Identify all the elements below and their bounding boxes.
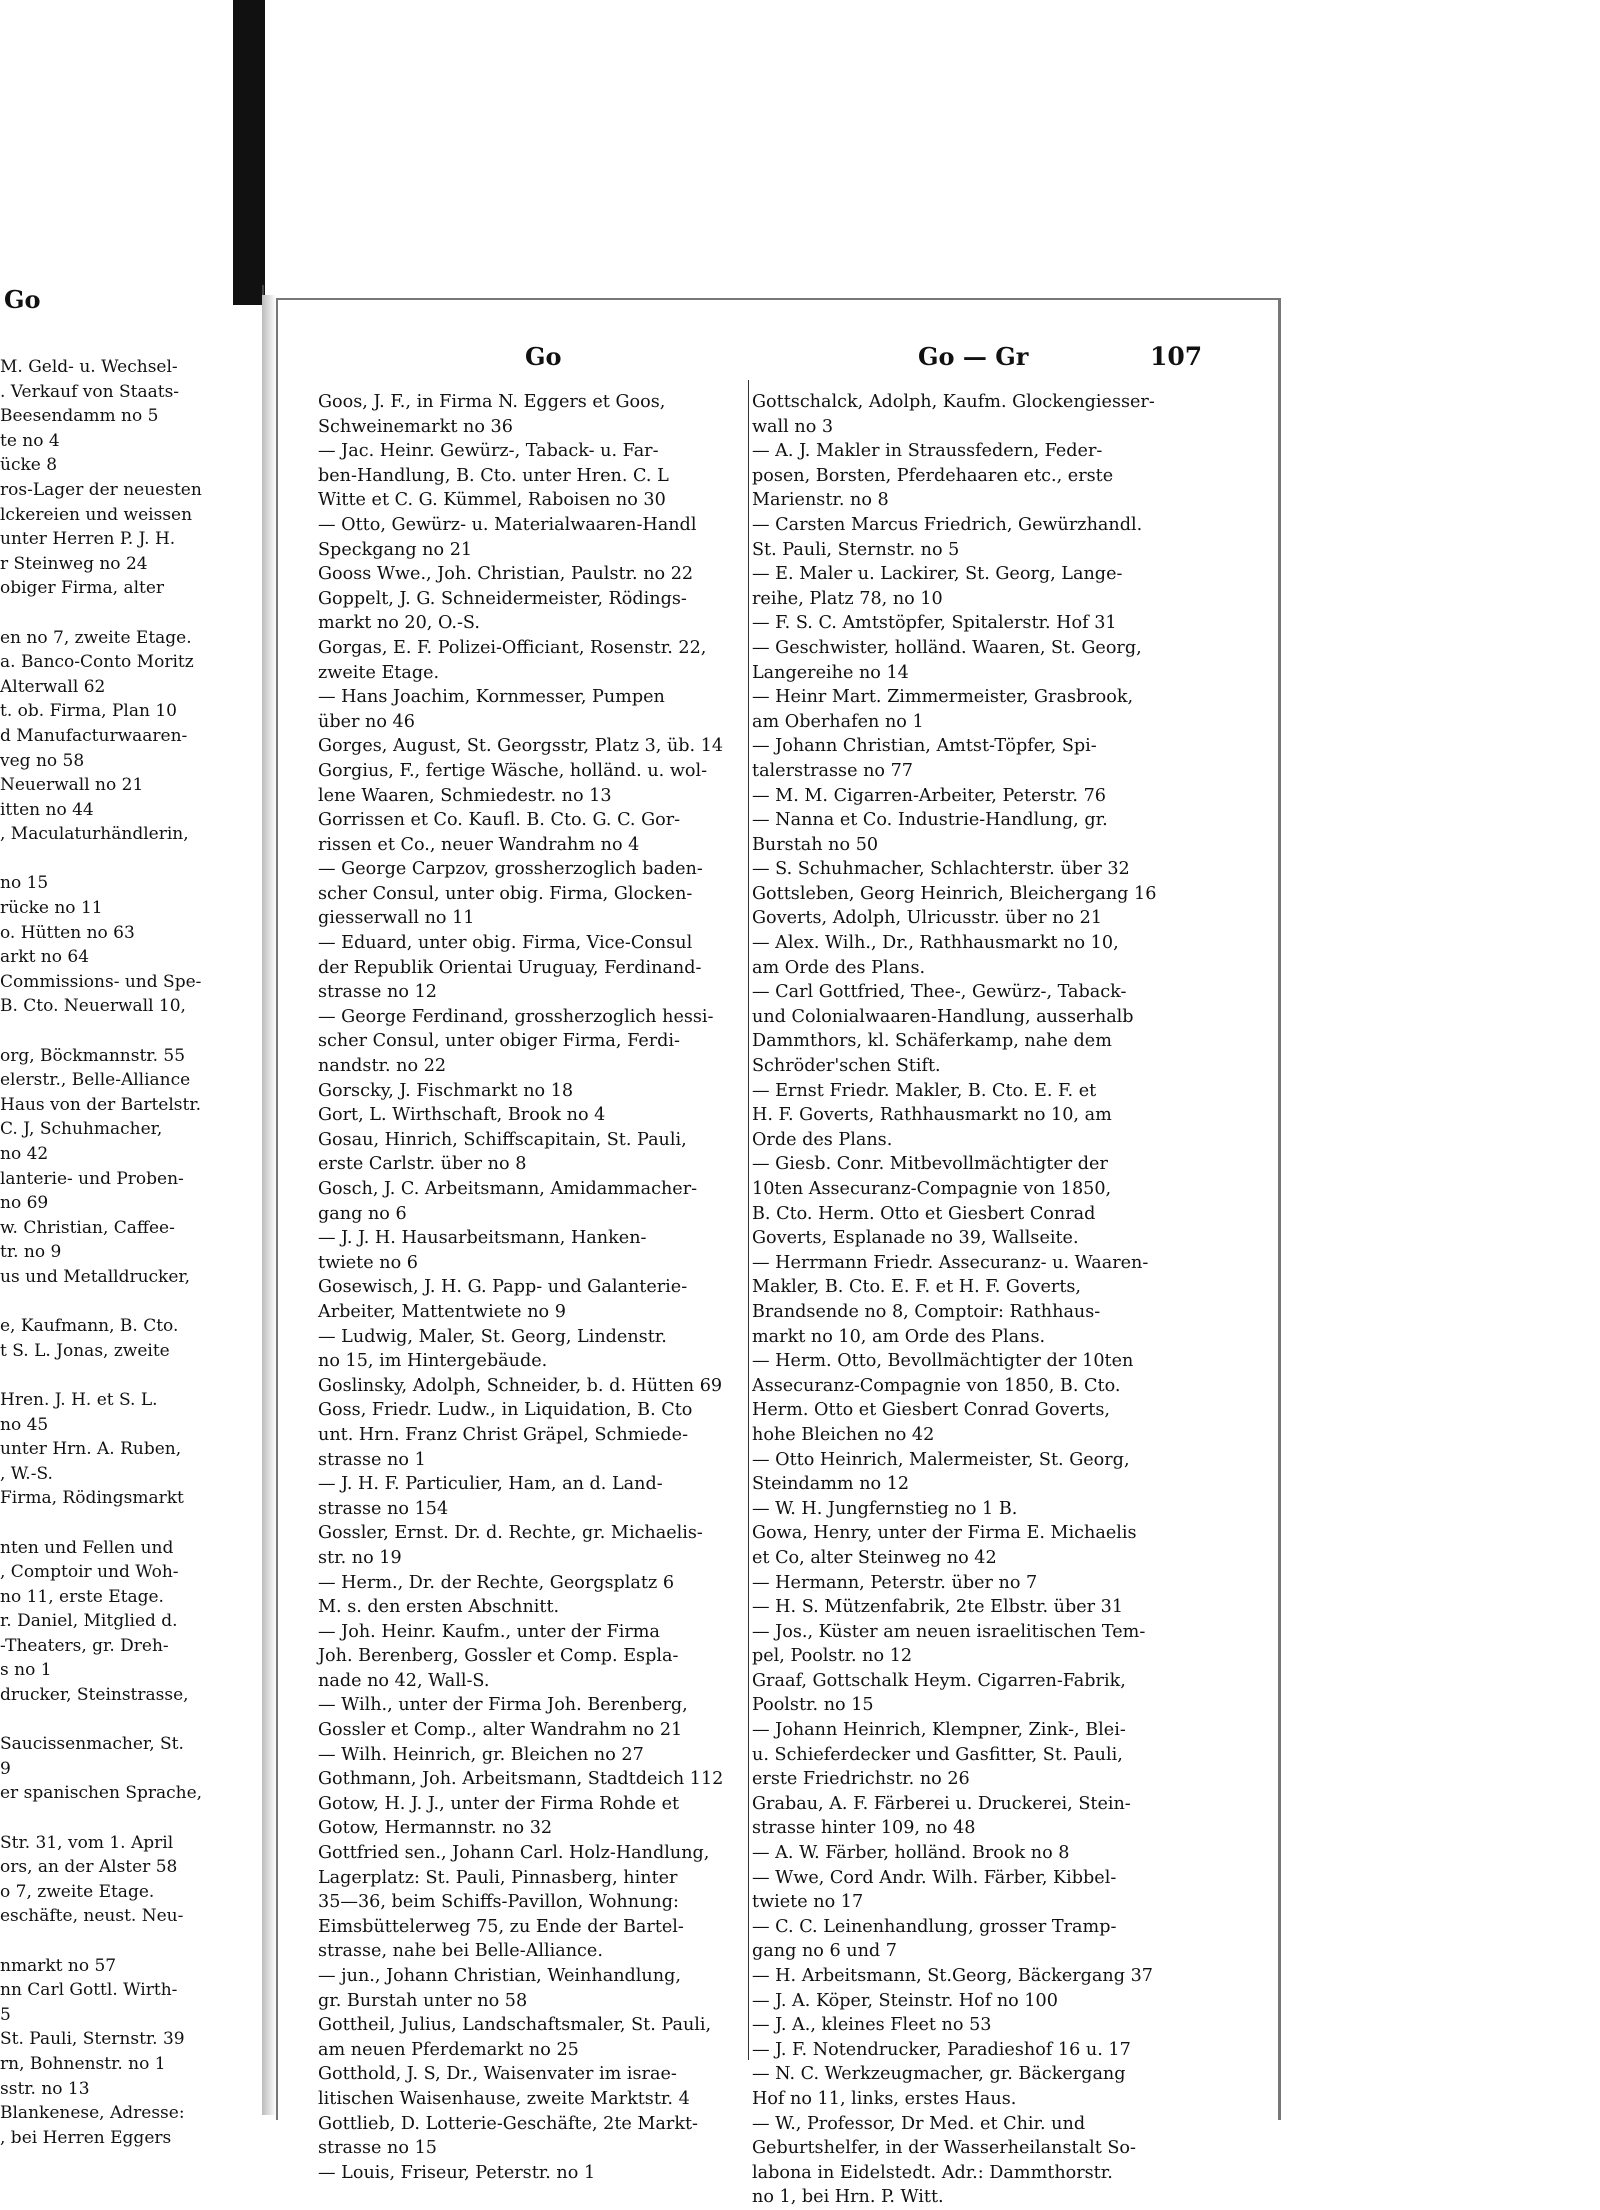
left-page-line: sstr. no 13	[0, 2078, 90, 2099]
directory-entry-line: — Wilh., unter der Firma Joh. Berenberg,	[318, 1695, 688, 1716]
directory-entry-line: 10ten Assecuranz-Compagnie von 1850,	[752, 1179, 1112, 1199]
left-page-column	[0, 355, 258, 2150]
left-page-line	[0, 601, 258, 626]
directory-entry-line: Gossler, Ernst. Dr. d. Rechte, gr. Michaelis-	[318, 1523, 703, 1544]
left-page-line: no 69	[0, 1193, 49, 1214]
directory-entry-line: Goslinsky, Adolph, Schneider, b. d. Hütten 69	[318, 1375, 723, 1396]
left-page-line: Alterwall 62	[0, 676, 106, 697]
directory-entry-line: strasse, nahe bei Belle-Alliance.	[318, 1941, 603, 1962]
left-page-line: , Maculaturhändlerin,	[0, 824, 189, 845]
directory-entry-line: Steindamm no 12	[752, 1474, 910, 1495]
left-page-line: 5	[0, 2004, 11, 2025]
directory-entry-line: Poolstr. no 15	[752, 1695, 874, 1716]
directory-entry-line: Schweinemarkt no 36	[318, 416, 513, 437]
directory-entry-line: gr. Burstah unter no 58	[318, 1990, 528, 2011]
left-page-header: Go	[4, 285, 41, 314]
directory-entry-line: Marienstr. no 8	[752, 490, 889, 511]
directory-entry-line: Graaf, Gottschalk Heym. Cigarren-Fabrik,	[752, 1670, 1126, 1691]
directory-entry-line: posen, Borsten, Pferdehaaren etc., erste	[752, 465, 1114, 486]
left-page-line	[0, 1019, 258, 1044]
left-page-line	[0, 1290, 258, 1315]
left-page-line: nten und Fellen und	[0, 1537, 174, 1558]
directory-entry-line: strasse no 1	[318, 1449, 426, 1470]
directory-entry-line: — Carsten Marcus Friedrich, Gewürzhandl.	[752, 514, 1143, 535]
left-page-line	[0, 1806, 258, 1831]
left-page-line: e, Kaufmann, B. Cto.	[0, 1316, 179, 1337]
directory-entry-line: — Johann Heinrich, Klempner, Zink-, Blei-	[752, 1720, 1126, 1741]
directory-entry-line: — Hermann, Peterstr. über no 7	[752, 1572, 1038, 1593]
directory-entry-line: u. Schieferdecker und Gasfitter, St. Pauli,	[752, 1744, 1123, 1765]
directory-entry-line: scher Consul, unter obig. Firma, Glocken-	[318, 883, 693, 904]
left-page-line: itten no 44	[0, 799, 94, 820]
directory-entry-line: — Giesb. Conr. Mitbevollmächtigter der	[752, 1154, 1108, 1175]
left-page-line: Saucissenmacher, St.	[0, 1734, 184, 1755]
directory-entry-line: — M. M. Cigarren-Arbeiter, Peterstr. 76	[752, 785, 1106, 806]
directory-entry-line: — Eduard, unter obig. Firma, Vice-Consul	[318, 933, 693, 954]
directory-entry-line: Joh. Berenberg, Gossler et Comp. Espla-	[318, 1646, 679, 1667]
directory-entry-line: — Otto, Gewürz- u. Materialwaaren-Handl	[318, 514, 697, 535]
directory-entry-line: str. no 19	[318, 1547, 402, 1568]
directory-entry-line: Gotow, H. J. J., unter der Firma Rohde et	[318, 1793, 680, 1814]
directory-entry-line: — J. A. Köper, Steinstr. Hof no 100	[752, 1990, 1058, 2011]
directory-entry-line: — W. H. Jungfernstieg no 1 B.	[752, 1498, 1018, 1519]
directory-entry-line: Speckgang no 21	[318, 539, 473, 560]
directory-entry-line: — George Carpzov, grossherzoglich baden-	[318, 859, 703, 880]
directory-entry-line: lene Waaren, Schmiedestr. no 13	[318, 785, 612, 806]
entries-column-1	[318, 390, 754, 2185]
directory-entry-line: markt no 10, am Orde des Plans.	[752, 1326, 1046, 1347]
left-page-line: nn Carl Gottl. Wirth-	[0, 1980, 178, 2001]
directory-entry-line: — A. W. Färber, holländ. Brook no 8	[752, 1843, 1070, 1864]
directory-entry-line: nade no 42, Wall-S.	[318, 1670, 490, 1691]
left-page-line: unter Herren P. J. H.	[0, 529, 176, 550]
left-page-line	[0, 847, 258, 872]
right-page-header-left: Go	[525, 342, 562, 371]
directory-entry-line: am Orde des Plans.	[752, 957, 926, 978]
left-page-line: arkt no 64	[0, 947, 90, 968]
directory-entry-line: Gorscky, J. Fischmarkt no 18	[318, 1080, 574, 1101]
directory-entry-line: Arbeiter, Mattentwiete no 9	[318, 1301, 566, 1322]
left-page-line: Neuerwall no 21	[0, 775, 144, 796]
left-page-line	[0, 1708, 258, 1733]
directory-entry-line: nandstr. no 22	[318, 1056, 447, 1077]
directory-entry-line: Gottfried sen., Johann Carl. Holz-Handlung,	[318, 1843, 710, 1864]
directory-entry-line: Lagerplatz: St. Pauli, Pinnasberg, hinter	[318, 1867, 678, 1888]
left-page-line: no 11, erste Etage.	[0, 1586, 164, 1607]
directory-entry-line: Herm. Otto et Giesbert Conrad Goverts,	[752, 1400, 1110, 1421]
directory-entry-line: über no 46	[318, 711, 415, 732]
directory-entry-line: — N. C. Werkzeugmacher, gr. Bäckergang	[752, 2064, 1126, 2085]
directory-entry-line: — Carl Gottfried, Thee-, Gewürz-, Taback-	[752, 982, 1127, 1003]
directory-entry-line: erste Friedrichstr. no 26	[752, 1769, 970, 1790]
directory-entry-line: — J. F. Notendrucker, Paradieshof 16 u. 17	[752, 2039, 1131, 2060]
directory-entry-line: — Johann Christian, Amtst-Töpfer, Spi-	[752, 736, 1097, 757]
left-page-line: ücke 8	[0, 455, 58, 476]
directory-entry-line: Gosch, J. C. Arbeitsmann, Amidammacher-	[318, 1179, 698, 1199]
directory-entry-line: — H. S. Mützenfabrik, 2te Elbstr. über 31	[752, 1597, 1124, 1618]
directory-entry-line: Goverts, Adolph, Ulricusstr. über no 21	[752, 908, 1103, 929]
left-page-line: no 45	[0, 1414, 49, 1435]
directory-entry-line: St. Pauli, Sternstr. no 5	[752, 539, 960, 560]
directory-entry-line: Eimsbüttelerweg 75, zu Ende der Bartel-	[318, 1916, 684, 1937]
directory-entry-line: Goverts, Esplanade no 39, Wallseite.	[752, 1228, 1079, 1249]
directory-entry-line: — F. S. C. Amtstöpfer, Spitalerstr. Hof 31	[752, 613, 1117, 634]
directory-entry-line: gang no 6	[318, 1203, 407, 1224]
directory-entry-line: Makler, B. Cto. E. F. et H. F. Goverts,	[752, 1277, 1082, 1298]
directory-entry-line: twiete no 17	[752, 1892, 864, 1913]
right-page-header-center: Go — Gr	[918, 342, 1029, 371]
directory-entry-line: Gosewisch, J. H. G. Papp- und Galanterie-	[318, 1277, 688, 1298]
directory-entry-line: Gorges, August, St. Georgsstr, Platz 3, üb. 14	[318, 736, 724, 757]
directory-entry-line: zweite Etage.	[318, 662, 440, 683]
directory-entry-line: gang no 6 und 7	[752, 1941, 897, 1962]
left-page-line: , bei Herren Eggers	[0, 2127, 172, 2148]
directory-entry-line: Burstah no 50	[752, 834, 879, 855]
directory-entry-line: — Jac. Heinr. Gewürz-, Taback- u. Far-	[318, 441, 659, 462]
directory-entry-line: — George Ferdinand, grossherzoglich hessi-	[318, 1006, 714, 1027]
directory-entry-line: — Herm., Dr. der Rechte, Georgsplatz 6	[318, 1572, 675, 1593]
directory-entry-line: Gort, L. Wirthschaft, Brook no 4	[318, 1105, 606, 1126]
directory-entry-line: Geburtshelfer, in der Wasserheilanstalt So-	[752, 2138, 1136, 2159]
directory-entry-line: strasse hinter 109, no 48	[752, 1818, 976, 1839]
directory-entry-line: — Herm. Otto, Bevollmächtigter der 10ten	[752, 1351, 1134, 1372]
directory-entry-line: B. Cto. Herm. Otto et Giesbert Conrad	[752, 1203, 1096, 1224]
left-page-line: 9	[0, 1758, 11, 1779]
directory-entry-line: reihe, Platz 78, no 10	[752, 588, 943, 609]
directory-entry-line: Brandsende no 8, Comptoir: Rathhaus-	[752, 1301, 1101, 1322]
directory-entry-line: — J. A., kleines Fleet no 53	[752, 2015, 992, 2036]
left-page-line: lanterie- und Proben-	[0, 1168, 184, 1189]
left-page-line: B. Cto. Neuerwall 10,	[0, 996, 186, 1017]
directory-entry-line: — Ernst Friedr. Makler, B. Cto. E. F. et	[752, 1080, 1097, 1101]
left-page-line: t. ob. Firma, Plan 10	[0, 701, 177, 722]
directory-entry-line: rissen et Co., neuer Wandrahm no 4	[318, 834, 640, 855]
directory-entry-line: Gottsleben, Georg Heinrich, Bleichergang 16	[752, 883, 1157, 904]
directory-entry-line: labona in Eidelstedt. Adr.: Dammthorstr.	[752, 2162, 1113, 2183]
directory-entry-line: pel, Poolstr. no 12	[752, 1646, 913, 1667]
entries-column-2	[752, 390, 1192, 2210]
left-page-line: ors, an der Alster 58	[0, 1857, 178, 1878]
directory-entry-line: und Colonialwaaren-Handlung, ausserhalb	[752, 1006, 1134, 1027]
left-page-line: , Comptoir und Woh-	[0, 1562, 179, 1583]
directory-entry-line: am neuen Pferdemarkt no 25	[318, 2039, 579, 2060]
left-page-line: tr. no 9	[0, 1242, 62, 1263]
directory-entry-line: unt. Hrn. Franz Christ Gräpel, Schmiede-	[318, 1424, 689, 1445]
left-page-line: r Steinweg no 24	[0, 553, 148, 574]
left-page-line: no 42	[0, 1144, 49, 1164]
directory-entry-line: H. F. Goverts, Rathhausmarkt no 10, am	[752, 1105, 1112, 1126]
left-page-line: ros-Lager der neuesten	[0, 479, 202, 500]
directory-entry-line: Gossler et Comp., alter Wandrahm no 21	[318, 1720, 683, 1741]
left-page-line: veg no 58	[0, 750, 85, 771]
directory-entry-line: — Ludwig, Maler, St. Georg, Lindenstr.	[318, 1326, 667, 1347]
directory-entry-line: strasse no 15	[318, 2138, 437, 2159]
directory-entry-line: — Hans Joachim, Kornmesser, Pumpen	[318, 687, 665, 708]
left-page-line: er spanischen Sprache,	[0, 1783, 203, 1804]
left-page	[0, 285, 264, 2148]
book-spine-shadow	[233, 0, 265, 305]
left-page-line: unter Hrn. A. Ruben,	[0, 1439, 182, 1460]
left-page-line: en no 7, zweite Etage.	[0, 627, 192, 648]
left-page-line	[0, 1929, 258, 1954]
left-page-line: lckereien und weissen	[0, 504, 193, 525]
directory-entry-line: Schröder'schen Stift.	[752, 1056, 941, 1077]
left-page-line: te no 4	[0, 430, 60, 451]
directory-entry-line: erste Carlstr. über no 8	[318, 1154, 527, 1175]
left-page-line: , W.-S.	[0, 1463, 53, 1484]
left-page-line	[0, 1511, 258, 1536]
directory-entry-line: Goos, J. F., in Firma N. Eggers et Goos,	[318, 392, 666, 412]
directory-entry-line: — Otto Heinrich, Malermeister, St. Georg,	[752, 1449, 1130, 1470]
directory-entry-line: Gowa, Henry, unter der Firma E. Michaelis	[752, 1523, 1137, 1544]
directory-entry-line: M. s. den ersten Abschnitt.	[318, 1597, 560, 1618]
directory-entry-line: Goppelt, J. G. Schneidermeister, Rödings-	[318, 588, 687, 609]
left-page-line: -Theaters, gr. Dreh-	[0, 1635, 169, 1656]
left-page-line: r. Daniel, Mitglied d.	[0, 1611, 178, 1632]
directory-entry-line: — C. C. Leinenhandlung, grosser Tramp-	[752, 1916, 1117, 1937]
left-page-line: d Manufacturwaaren-	[0, 725, 188, 746]
directory-entry-line: Gottlieb, D. Lotterie-Geschäfte, 2te Markt-	[318, 2113, 698, 2134]
left-page-line: w. Christian, Caffee-	[0, 1217, 175, 1238]
directory-entry-line: Goss, Friedr. Ludw., in Liquidation, B. Cto	[318, 1400, 693, 1421]
directory-entry-line: Gorgius, F., fertige Wäsche, holländ. u. wol-	[318, 760, 708, 781]
directory-entry-line: Assecuranz-Compagnie von 1850, B. Cto.	[752, 1375, 1121, 1396]
directory-entry-line: litischen Waisenhause, zweite Marktstr. 4	[318, 2088, 690, 2109]
directory-entry-line: ben-Handlung, B. Cto. unter Hren. C. L	[318, 465, 669, 486]
left-page-line: Hren. J. H. et S. L.	[0, 1389, 158, 1410]
directory-entry-line: — Alex. Wilh., Dr., Rathhausmarkt no 10,	[752, 933, 1119, 954]
directory-entry-line: Gorgas, E. F. Polizei-Officiant, Rosenstr. 22,	[318, 637, 707, 658]
left-page-line: . Verkauf von Staats-	[0, 381, 180, 402]
left-page-line: s no 1	[0, 1660, 52, 1681]
left-page-line: us und Metalldrucker,	[0, 1266, 191, 1287]
directory-entry-line: — Jos., Küster am neuen israelitischen Tem-	[752, 1621, 1146, 1642]
directory-entry-line: markt no 20, O.-S.	[318, 613, 480, 634]
directory-entry-line: strasse no 154	[318, 1498, 449, 1519]
left-page-line: St. Pauli, Sternstr. 39	[0, 2029, 185, 2050]
directory-entry-line: hohe Bleichen no 42	[752, 1424, 935, 1445]
left-page-line: elerstr., Belle-Alliance	[0, 1070, 191, 1091]
left-page-line: o 7, zweite Etage.	[0, 1881, 155, 1902]
directory-entry-line: Gottheil, Julius, Landschaftsmaler, St. Pauli,	[318, 2015, 712, 2036]
directory-entry-line: — A. J. Makler in Straussfedern, Feder-	[752, 441, 1103, 462]
directory-entry-line: — Wilh. Heinrich, gr. Bleichen no 27	[318, 1744, 644, 1765]
directory-entry-line: — J. H. F. Particulier, Ham, an d. Land-	[318, 1474, 663, 1495]
page-number: 107	[1150, 342, 1203, 371]
directory-entry-line: Gottschalck, Adolph, Kaufm. Glockengiesser-	[752, 392, 1155, 412]
left-page-line: eschäfte, neust. Neu-	[0, 1906, 184, 1927]
directory-entry-line: am Oberhafen no 1	[752, 711, 924, 732]
left-page-line: no 15	[0, 873, 49, 894]
directory-entry-line: — Louis, Friseur, Peterstr. no 1	[318, 2162, 596, 2183]
left-page-line: Commissions- und Spe-	[0, 971, 202, 992]
directory-entry-line: Gotow, Hermannstr. no 32	[318, 1818, 553, 1839]
directory-entry-line: et Co, alter Steinweg no 42	[752, 1547, 997, 1568]
directory-entry-line: Langereihe no 14	[752, 662, 909, 683]
directory-entry-line: — J. J. H. Hausarbeitsmann, Hanken-	[318, 1228, 647, 1249]
directory-entry-line: — E. Maler u. Lackirer, St. Georg, Lange-	[752, 564, 1123, 585]
directory-entry-line: giesserwall no 11	[318, 908, 475, 929]
directory-entry-line: — Herrmann Friedr. Assecuranz- u. Waaren-	[752, 1252, 1149, 1273]
directory-entry-line: no 1, bei Hrn. P. Witt.	[752, 2187, 944, 2208]
directory-entry-line: — H. Arbeitsmann, St.Georg, Bäckergang 37	[752, 1966, 1153, 1986]
directory-entry-line: Witte et C. G. Kümmel, Raboisen no 30	[318, 490, 666, 511]
left-page-line: t S. L. Jonas, zweite	[0, 1340, 170, 1361]
left-page-line: Str. 31, vom 1. April	[0, 1832, 174, 1853]
left-page-line	[0, 1363, 258, 1388]
directory-entry-line: — Geschwister, holländ. Waaren, St. Georg,	[752, 637, 1142, 658]
directory-entry-line: Gotthold, J. S, Dr., Waisenvater im israe-	[318, 2064, 677, 2085]
directory-entry-line: twiete no 6	[318, 1252, 418, 1273]
directory-entry-line: wall no 3	[752, 416, 834, 437]
page-fold	[262, 295, 276, 2115]
directory-entry-line: — Wwe, Cord Andr. Wilh. Färber, Kibbel-	[752, 1867, 1117, 1888]
left-page-line: rn, Bohnenstr. no 1	[0, 2053, 166, 2074]
directory-entry-line: — S. Schuhmacher, Schlachterstr. über 32	[752, 859, 1130, 880]
left-page-line: rücke no 11	[0, 898, 103, 919]
directory-entry-line: Gooss Wwe., Joh. Christian, Paulstr. no 22	[318, 564, 694, 585]
directory-entry-line: scher Consul, unter obiger Firma, Ferdi-	[318, 1031, 680, 1052]
left-page-line: obiger Firma, alter	[0, 578, 165, 599]
directory-entry-line: Dammthors, kl. Schäferkamp, nahe dem	[752, 1031, 1112, 1052]
directory-entry-line: no 15, im Hintergebäude.	[318, 1351, 548, 1372]
left-page-line: a. Banco-Conto Moritz	[0, 652, 194, 673]
directory-entry-line: — Joh. Heinr. Kaufm., unter der Firma	[318, 1621, 660, 1642]
left-page-line: drucker, Steinstrasse,	[0, 1685, 189, 1706]
directory-entry-line: Gothmann, Joh. Arbeitsmann, Stadtdeich 112	[318, 1769, 724, 1790]
directory-entry-line: Gosau, Hinrich, Schiffscapitain, St. Pauli,	[318, 1129, 687, 1150]
directory-entry-line: — W., Professor, Dr Med. et Chir. und	[752, 2113, 1086, 2134]
directory-entry-line: Hof no 11, links, erstes Haus.	[752, 2088, 1017, 2109]
left-page-line: C. J, Schuhmacher,	[0, 1119, 163, 1140]
left-page-line: M. Geld- u. Wechsel-	[0, 357, 178, 377]
directory-entry-line: 35—36, beim Schiffs-Pavillon, Wohnung:	[318, 1892, 679, 1913]
directory-entry-line: Grabau, A. F. Färberei u. Druckerei, Stein-	[752, 1793, 1131, 1814]
left-page-line: Firma, Rödingsmarkt	[0, 1488, 184, 1509]
directory-entry-line: Gorrissen et Co. Kaufl. B. Cto. G. C. Gor-	[318, 810, 681, 831]
directory-entry-line: Orde des Plans.	[752, 1129, 893, 1150]
left-page-line: Haus von der Bartelstr.	[0, 1094, 202, 1115]
directory-entry-line: — Heinr Mart. Zimmermeister, Grasbrook,	[752, 687, 1134, 708]
left-page-line: Blankenese, Adresse:	[0, 2103, 185, 2124]
directory-entry-line: talerstrasse no 77	[752, 760, 913, 781]
directory-entry-line: — Nanna et Co. Industrie-Handlung, gr.	[752, 810, 1108, 831]
left-page-line: org, Böckmannstr. 55	[0, 1045, 186, 1066]
directory-entry-line: — jun., Johann Christian, Weinhandlung,	[318, 1966, 681, 1986]
left-page-line: Beesendamm no 5	[0, 406, 159, 427]
left-page-line: nmarkt no 57	[0, 1955, 117, 1976]
left-page-line: o. Hütten no 63	[0, 922, 135, 943]
directory-entry-line: strasse no 12	[318, 982, 437, 1003]
directory-entry-line: der Republik Orientai Uruguay, Ferdinand-	[318, 957, 702, 978]
